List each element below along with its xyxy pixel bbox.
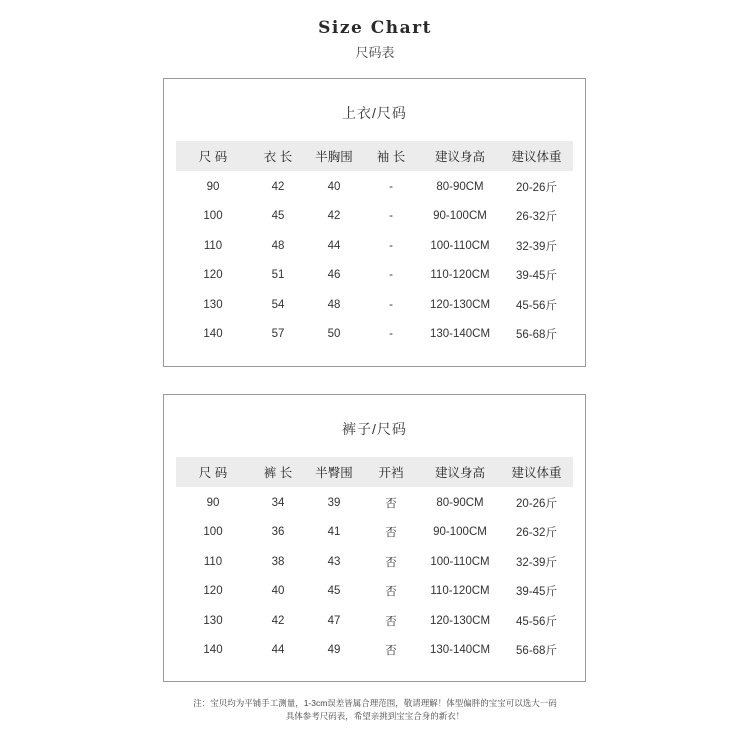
table-cell: 38 <box>271 555 285 568</box>
table-cell: 56-68斤 <box>516 329 557 342</box>
table-cell: 110 <box>203 239 223 252</box>
table-cell: 110-120CM <box>430 585 490 598</box>
table-cell: 41 <box>327 526 341 539</box>
table-cell: 130 <box>203 298 223 311</box>
column-header-height: 建议身高 <box>434 150 485 164</box>
table-row <box>176 606 573 636</box>
table-cell: 45-56斤 <box>516 299 557 312</box>
table-cell: 42 <box>271 614 285 627</box>
page-title: Size Chart <box>318 18 432 38</box>
table-cell: 40 <box>271 585 285 598</box>
page-subtitle: 尺码表 <box>355 45 395 60</box>
column-header-size: 尺 码 <box>198 150 228 164</box>
table-cell: 50 <box>327 328 341 341</box>
table-cell: 40 <box>327 180 341 193</box>
pants-size-table <box>176 457 573 665</box>
table-cell: 否 <box>385 497 397 510</box>
tops-size-table <box>176 141 573 349</box>
table-cell: 否 <box>385 527 397 540</box>
table-cell: 80-90CM <box>436 180 484 193</box>
table-cell: 110 <box>203 555 223 568</box>
table-row <box>176 547 573 577</box>
tops-size-card <box>163 78 586 367</box>
column-header-size: 尺 码 <box>198 466 228 480</box>
table-cell: 130-140CM <box>429 328 491 341</box>
table-row <box>176 577 573 607</box>
table-cell: 110-120CM <box>430 269 490 282</box>
table-cell: 48 <box>327 298 341 311</box>
column-header-half-hip: 半臀围 <box>315 466 353 480</box>
table-cell: 26-32斤 <box>516 527 557 540</box>
column-header-sleeve: 袖 长 <box>376 150 406 164</box>
table-cell: 49 <box>327 644 341 657</box>
table-cell: 100-110CM <box>430 555 490 568</box>
table-row <box>176 172 573 202</box>
table-cell: 44 <box>271 644 285 657</box>
table-row <box>176 202 573 232</box>
table-cell: 32-39斤 <box>516 240 557 253</box>
table-cell: - <box>389 210 393 223</box>
table-cell: 130 <box>203 614 223 627</box>
tops-table-title: 上衣/尺码 <box>342 105 407 121</box>
pants-size-card <box>163 394 586 682</box>
table-row <box>176 488 573 518</box>
table-cell: 100 <box>203 526 223 539</box>
table-cell: 46 <box>327 269 341 282</box>
column-header-height: 建议身高 <box>434 466 485 480</box>
table-cell: 100-110CM <box>430 239 490 252</box>
table-row <box>176 518 573 548</box>
table-cell: 44 <box>327 239 341 252</box>
table-cell: 80-90CM <box>436 496 484 509</box>
table-cell: 45-56斤 <box>516 615 557 628</box>
table-header-row <box>176 457 573 487</box>
table-cell: 51 <box>271 269 285 282</box>
table-cell: 90 <box>206 180 220 193</box>
table-cell: 否 <box>385 556 397 569</box>
column-header-length: 裤 长 <box>263 466 293 480</box>
table-cell: 42 <box>271 180 285 193</box>
table-cell: 39-45斤 <box>516 586 557 599</box>
table-cell: 否 <box>385 615 397 628</box>
table-cell: 90-100CM <box>433 210 487 223</box>
table-row <box>176 261 573 291</box>
table-cell: 140 <box>203 644 223 657</box>
table-row <box>176 231 573 261</box>
table-cell: 39 <box>327 496 341 509</box>
table-cell: 否 <box>385 586 397 599</box>
table-cell: - <box>389 180 393 193</box>
table-cell: 100 <box>203 210 223 223</box>
table-cell: 140 <box>203 328 223 341</box>
table-cell: 120-130CM <box>429 614 491 627</box>
table-cell: 130-140CM <box>429 644 491 657</box>
table-cell: 45 <box>271 210 285 223</box>
column-header-weight: 建议体重 <box>511 466 562 480</box>
table-cell: 120 <box>203 269 223 282</box>
table-cell: 90 <box>206 496 220 509</box>
table-cell: 39-45斤 <box>516 270 557 283</box>
table-cell: 否 <box>385 645 397 658</box>
pants-table-title: 裤子/尺码 <box>342 421 407 437</box>
table-cell: 57 <box>271 328 285 341</box>
table-row <box>176 290 573 320</box>
table-cell: 48 <box>271 239 285 252</box>
table-cell: 90-100CM <box>433 526 487 539</box>
measurement-note: 注：宝贝均为平铺手工测量，1-3cm误差皆属合理范围，敬请理解！体型偏胖的宝宝可以选大一码 <box>193 698 557 708</box>
table-cell: - <box>389 239 393 252</box>
table-cell: 34 <box>271 496 285 509</box>
table-cell: 43 <box>327 555 341 568</box>
table-cell: 54 <box>271 298 285 311</box>
table-row <box>176 636 573 666</box>
table-cell: 20-26斤 <box>516 181 557 194</box>
table-cell: - <box>389 269 393 282</box>
table-cell: 56-68斤 <box>516 645 557 658</box>
table-cell: 20-26斤 <box>516 497 557 510</box>
measurement-note-continued: 具体参考尺码表，希望亲挑到宝宝合身的新衣！ <box>285 711 465 721</box>
table-row <box>176 320 573 350</box>
table-cell: 47 <box>327 614 341 627</box>
table-cell: 42 <box>327 210 341 223</box>
table-cell: 45 <box>327 585 341 598</box>
column-header-weight: 建议体重 <box>511 150 562 164</box>
table-header-row <box>176 141 573 171</box>
table-cell: 36 <box>271 526 285 539</box>
column-header-half-chest: 半胸围 <box>315 150 353 164</box>
column-header-length: 衣 长 <box>263 150 293 164</box>
table-cell: 120-130CM <box>429 298 491 311</box>
table-cell: - <box>389 298 393 311</box>
table-cell: 26-32斤 <box>516 211 557 224</box>
table-cell: - <box>389 328 393 341</box>
column-header-open-crotch: 开裆 <box>378 466 404 480</box>
table-cell: 120 <box>203 585 223 598</box>
table-cell: 32-39斤 <box>516 556 557 569</box>
